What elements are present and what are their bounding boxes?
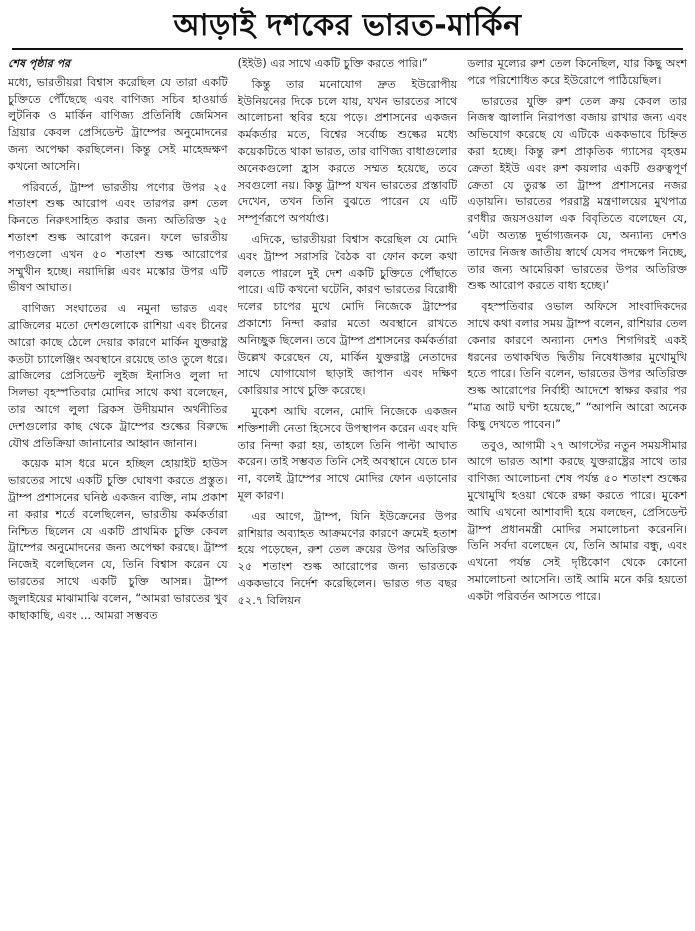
paragraph: (ইইউ) এর সাথে একটি চুক্তি করতে পারি।” xyxy=(237,57,428,70)
article-headline: আড়াই দশকের ভারত-মার্কিন xyxy=(12,6,683,50)
paragraph: কয়েক মাস ধরে মনে হচ্ছিল হোয়াইট হাউস ভারতের সাথে একটি চুক্তি ঘোষণা করতে প্রস্তুত। ট্রাম্প প্রশাসনের ঘনিষ্ঠ একজন ব্যক্তি, নাম প্রকাশ না করার শর্তে বলেছিলেন, ভারতীয় কর্মকর্তারা নিশ্চিত ছিলেন যে একটি প্রাথমিক চুক্তি কেবল ট্রাম্পের অনুমোদনের জন্য অপেক্ষা করছে। ট্রাম্প নিজেই বলেছিলেন যে, তিনি বিশ্বাস করেন যে ভারতের সাথে একটি চুক্তি আসন্ন। ট্রাম্প জুলাইয়ের মাঝামাঝি বলেন, “আমরা ভারতের খুব কাছাকাছি, এবং ... আমরা সম্ভবত xyxy=(8,457,228,622)
paragraph: মধ্যে, ভারতীয়রা বিশ্বাস করেছিল যে তারা একটি চুক্তিতে পৌঁছেছে এবং বাণিজ্য সচিব হাওয়ার্ড লুটনিক ও মার্কিন বাণিজ্য প্রতিনিধি জেমিসন গ্রিয়ার কেবল প্রেসিডেন্ট ট্রাম্পের অনুমোদনের জন্য অপেক্ষা করছিলেন। কিন্তু সেই মাহেন্দ্রক্ষণ কখনো আসেনি। xyxy=(8,75,228,173)
paragraph: এর আগে, ট্রাম্প, যিনি ইউক্রেনের উপর রাশিয়ার অব্যাহত আক্রমণের কারণে ক্রমেই হতাশ হয়ে পড়েছেন, রুশ তেল ক্রয়ের উপর অতিরিক্ত ২৫ শতাংশ শুল্ক আরোপের জন্য ভারতকে এককভাবে নির্দেশ করেছিলেন। ভারত গত বছর ৫২.৭ বিলিয়ন xyxy=(237,509,458,607)
paragraph: ভারতের যুক্তি রুশ তেল ক্রয় কেবল তার নিজস্ব জ্বালানি নিরাপত্তা বজায় রাখার জন্য এবং অভিযোগ করেছে যে এটিকে এককভাবে চিহ্নিত করা হচ্ছে। কিন্তু রুশ প্রাকৃতিক গ্যাসের বৃহত্তম ক্রেতা ইইউ এবং রুশ কয়লার একটি গুরুত্বপূর্ণ ক্রেতা যে তুরস্ক তা ট্রাম্প প্রশাসনের নজর এড়ায়নি। ভারতের পররাষ্ট্র মন্ত্রণালয়ের মুখপাত্র রণধীর জয়সওয়াল এক বিবৃতিতে বলেছেন যে, ‘এটা অত্যন্ত দুর্ভাগ্যজনক যে, অন্যান্য দেশও তাদের নিজস্ব জাতীয় স্বার্থে যেসব পদক্ষেপ নিচ্ছে, তার জন্য আমেরিকা ভারতের উপর অতিরিক্ত শুল্ক আরোপ করতে বাধ্য হচ্ছে।’ xyxy=(467,94,687,293)
continuation-kicker: শেষ পৃষ্ঠার পর xyxy=(8,57,71,70)
paragraph: ডলার মূল্যের রুশ তেল কিনেছিল, যার কিছু অংশ পরে পরিশোধিত করে ইউরোপে পাঠিয়েছিল। xyxy=(467,57,687,87)
article-body xyxy=(8,56,687,928)
article-column-2 xyxy=(238,56,458,928)
paragraph: বৃহস্পতিবার ওভাল অফিসে সাংবাদিকদের সাথে কথা বলার সময় ট্রাম্প বলেন, রাশিয়ার তেল কেনার কারণে অন্যান্য দেশও শিগগিরই একই ধরনের তথাকথিত দ্বিতীয় নিষেধাজ্ঞার মুখোমুখি হতে পারে। তিনি বলেন, ভারতের উপর অতিরিক্ত শুল্ক আরোপের নির্বাহী আদেশে স্বাক্ষর করার পর “মাত্র আট ঘণ্টা হয়েছে,” “আপনি আরো অনেক কিছু দেখতে পাবেন।” xyxy=(467,300,687,431)
paragraph: এদিকে, ভারতীয়রা বিশ্বাস করেছিল যে মোদি এবং ট্রাম্প সরাসরি বৈঠক বা ফোন কলে কথা বলতে পারলে দুই দেশ একটি চুক্তিতে পৌঁছাতে পারে। এটি কখনো ঘটেনি, কারণ ভারতের বিরোধী দলের চাপের মুখে মোদি নিজেকে ট্রাম্পের প্রকাশ্যে নিন্দা করার মতো অবস্থানে রাখতে অনিচ্ছুক ছিলেন। তবে ট্রাম্প প্রশাসনের কর্মকর্তারা উল্লেখ করেছেন যে, মার্কিন যুক্তরাষ্ট্র নেতাদের সাথে যোগাযোগ ছাড়াই জাপান এবং দক্ষিণ কোরিয়ার সাথে চুক্তি করেছে। xyxy=(237,232,458,398)
paragraph: কিন্তু তার মনোযোগ দ্রুত ইউরোপীয় ইউনিয়নের দিকে চলে যায়, যখন ভারতের সাথে আলোচনা স্থবির হয়ে পড়ে। প্রশাসনের একজন কর্মকর্তার মতে, বিশ্বের সর্বোচ্চ শুল্কের মধ্যে কয়েকটিতে থাকা ভারত, তার বাণিজ্য বাধাগুলোর অনেকগুলো হ্রাস করতে সম্মত হয়েছে, তবে সবগুলো নয়। কিন্তু ট্রাম্প যখন ভারতের প্রস্তাবটি দেখেন, তখন তিনি বুঝতে পারেন যে এটি সম্পূর্ণরূপে অপর্যাপ্ত। xyxy=(237,77,458,226)
paragraph: বাণিজ্য সংঘাতের এ নমুনা ভারত এবং ব্রাজিলের মতো দেশগুলোকে রাশিয়া এবং চীনের আরো কাছে ঠেলে দেয়ার কারণে মার্কিন যুক্তরাষ্ট্র কতটা চ্যালেঞ্জিং অবস্থানে রয়েছে তাও তুলে ধরে। ব্রাজিলের প্রেসিডেন্ট লুইজ ইনাসিও লুলা দা সিলভা বৃহস্পতিবার মোদির সাথে কথা বলেছেন, তার আগে লুলা ব্রিকস উদীয়মান অর্থনীতির দেশগুলোর কাছ থেকে ট্রাম্পের শুল্কের বিরুদ্ধে যৌথ প্রতিক্রিয়া জানানোর আহ্বান জানান। xyxy=(8,302,228,450)
paragraph: পরিবর্তে, ট্রাম্প ভারতীয় পণ্যের উপর ২৫ শতাংশ শুল্ক আরোপ এবং তারপর রুশ তেল কিনতে নিরুৎসাহিত করার জন্য অতিরিক্ত ২৫ শতাংশ শুল্ক আরোপ করেন। ফলে ভারতীয় পণ্যগুলো এখন ৫০ শতাংশ শুল্ক আরোপের সম্মুখীন হচ্ছে। নয়াদিল্লি এবং মস্কোর উপর এটি ভীষণ আঘাত। xyxy=(8,180,228,295)
article-column-1 xyxy=(8,56,228,928)
article-column-3 xyxy=(467,56,687,928)
paragraph: তবুও, আগামী ২৭ আগস্টের নতুন সময়সীমার আগে ভারত আশা করছে যুক্তরাষ্ট্রের সাথে তার বাণিজ্য আলোচনা শেষ পর্যন্ত ৫০ শতাংশ শুল্কের মুখোমুখি হওয়া থেকে রক্ষা করতে পারে। মুকেশ আঘি এখনো আশাবাদী হয়ে বলছেন, প্রেসিডেন্ট ট্রাম্প প্রধানমন্ত্রী মোদির সমালোচনা করেননি। তিনি সর্বদা বলেছেন যে, তিনি আমার বন্ধু, এবং এখনো পর্যন্ত সেই দৃষ্টিকোণ থেকে কোনো সমালোচনা আসেনি। তাই আমি মনে করি হয়তো একটা পরিবর্তন আসতে পারে। xyxy=(467,438,687,603)
paragraph: মুকেশ আঘি বলেন, মোদি নিজেকে একজন শক্তিশালী নেতা হিসেবে উপস্থাপন করেন এবং যদি তার নিন্দা করা হয়, তাহলে তিনি পাল্টা আঘাত করেন। তাই সম্ভবত তিনি সেই অবস্থানে যেতে চান না, বলেই ট্রাম্পের সাথে মোদির ফোন এড়ানোর মূল কারণ। xyxy=(237,404,458,502)
